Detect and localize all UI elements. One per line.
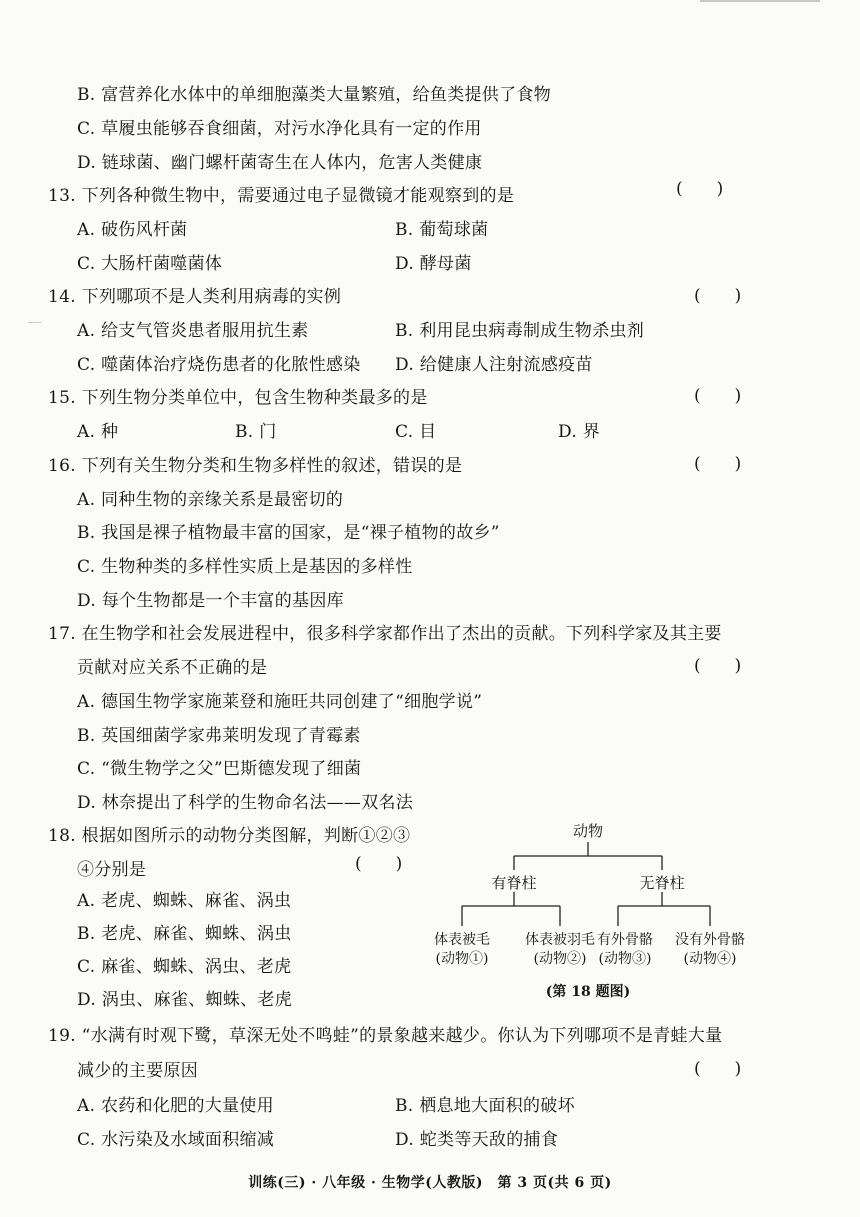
- q14-option-b: B. 利用昆虫病毒制成生物杀虫剂: [395, 321, 645, 341]
- q14-option-c: C. 噬菌体治疗烧伤患者的化脓性感染: [77, 355, 361, 375]
- q17-option-c: C. “微生物学之父”巴斯德发现了细菌: [77, 759, 362, 779]
- q18-option-d: D. 涡虫、麻雀、蜘蛛、老虎: [77, 990, 293, 1010]
- q17-option-a: A. 德国生物学家施莱登和施旺共同创建了“细胞学说”: [77, 692, 483, 712]
- q12-option-c: C. 草履虫能够吞食细菌，对污水净化具有一定的作用: [77, 119, 482, 139]
- diagram-leaf-4-line2: (动物④): [683, 951, 737, 967]
- q19-option-a: A. 农药和化肥的大量使用: [77, 1096, 274, 1116]
- q16-option-b: B. 我国是裸子植物最丰富的国家，是“裸子植物的故乡”: [77, 523, 500, 543]
- q14-answer-blank: ( ): [694, 286, 742, 306]
- q19-stem-line2: 减少的主要原因: [77, 1061, 199, 1081]
- q15-option-a: A. 种: [77, 422, 119, 442]
- q18-stem-line2: ④分别是: [77, 860, 147, 880]
- q13-option-a: A. 破伤风杆菌: [77, 220, 188, 240]
- q13-stem: 13. 下列各种微生物中，需要通过电子显微镜才能观察到的是: [48, 186, 515, 206]
- q16-option-a: A. 同种生物的亲缘关系是最密切的: [77, 490, 344, 510]
- q17-option-d: D. 林奈提出了科学的生物命名法——双名法: [77, 793, 414, 813]
- diagram-leaf-2-line2: (动物②): [533, 951, 587, 967]
- q19-option-c: C. 水污染及水域面积缩减: [77, 1130, 275, 1150]
- q18-option-a: A. 老虎、蜘蛛、麻雀、涡虫: [77, 891, 292, 911]
- diagram-vertebrate-label: 有脊柱: [491, 874, 537, 892]
- q18-classification-diagram: [420, 818, 760, 1008]
- q14-stem: 14. 下列哪项不是人类利用病毒的实例: [48, 287, 342, 307]
- q18-answer-blank: ( ): [355, 854, 403, 874]
- q13-option-d: D. 酵母菌: [395, 254, 472, 274]
- q13-option-b: B. 葡萄球菌: [395, 220, 489, 240]
- scan-mark: [28, 322, 42, 323]
- diagram-leaf-3-line2: (动物③): [598, 951, 652, 967]
- page-footer: 训练(三) · 八年级 · 生物学(人教版) 第 3 页(共 6 页): [248, 1175, 612, 1191]
- q12-option-b: B. 富营养化水体中的单细胞藻类大量繁殖，给鱼类提供了食物: [77, 85, 551, 105]
- q18-option-c: C. 麻雀、蜘蛛、涡虫、老虎: [77, 957, 292, 977]
- q12-option-d: D. 链球菌、幽门螺杆菌寄生在人体内，危害人类健康: [77, 153, 483, 173]
- q14-option-d: D. 给健康人注射流感疫苗: [395, 355, 593, 375]
- q16-option-c: C. 生物种类的多样性实质上是基因的多样性: [77, 557, 413, 577]
- diagram-invertebrate-label: 无脊柱: [639, 874, 685, 892]
- q19-option-d: D. 蛇类等天敌的捕食: [395, 1130, 559, 1150]
- diagram-leaf-3-line1: 有外骨骼: [597, 932, 653, 948]
- q14-option-a: A. 给支气管炎患者服用抗生素: [77, 321, 309, 341]
- q15-answer-blank: ( ): [694, 386, 742, 406]
- q15-stem: 15. 下列生物分类单位中，包含生物种类最多的是: [48, 388, 428, 408]
- diagram-leaf-4-line1: 没有外骨骼: [675, 932, 745, 948]
- q19-answer-blank: ( ): [694, 1059, 742, 1079]
- q15-option-b: B. 门: [235, 422, 277, 442]
- q18-stem-line1: 18. 根据如图所示的动物分类图解，判断①②③: [48, 826, 411, 846]
- q17-stem-line2: 贡献对应关系不正确的是: [77, 658, 268, 678]
- q17-stem-line1: 17. 在生物学和社会发展进程中，很多科学家都作出了杰出的贡献。下列科学家及其主要: [48, 624, 722, 644]
- q18-option-b: B. 老虎、麻雀、蜘蛛、涡虫: [77, 924, 292, 944]
- q16-stem: 16. 下列有关生物分类和生物多样性的叙述，错误的是: [48, 456, 463, 476]
- q16-answer-blank: ( ): [694, 454, 742, 474]
- scan-edge: [700, 0, 820, 2]
- diagram-leaf-1-line2: (动物①): [435, 951, 489, 967]
- diagram-caption: (第 18 题图): [545, 984, 631, 1000]
- q17-option-b: B. 英国细菌学家弗莱明发现了青霉素: [77, 726, 361, 746]
- q19-stem-line1: 19. “水满有时观下鹭，草深无处不鸣蛙”的景象越来越少。你认为下列哪项不是青蛙大量: [48, 1026, 723, 1046]
- diagram-leaf-1-line1: 体表被毛: [434, 932, 490, 948]
- q16-option-d: D. 每个生物都是一个丰富的基因库: [77, 591, 344, 611]
- q17-answer-blank: ( ): [694, 656, 742, 676]
- diagram-leaf-2-line1: 体表被羽毛: [525, 932, 595, 948]
- q13-option-c: C. 大肠杆菌噬菌体: [77, 254, 223, 274]
- q15-option-c: C. 目: [395, 422, 437, 442]
- q19-option-b: B. 栖息地大面积的破坏: [395, 1096, 575, 1116]
- diagram-root-label: 动物: [572, 822, 604, 840]
- q15-option-d: D. 界: [558, 422, 601, 442]
- q13-answer-blank: ( ): [676, 179, 724, 199]
